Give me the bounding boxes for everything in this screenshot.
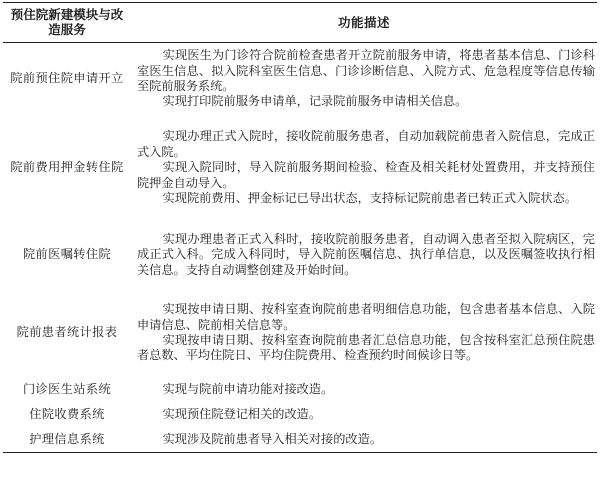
function-description bbox=[131, 43, 597, 116]
description-paragraph: 实现按申请日期、按科室查询院前患者汇总信息功能，包含按科室汇总预住院患者总数、平均住院日、平均住院费用、检查预约时间候诊日等。 bbox=[137, 333, 595, 363]
description-paragraph: 实现办理患者正式入科时，接收院前服务患者，自动调入患者至拟入院病区，完成正式入科。完成入科同时，导入院前医嘱信息、执行单信息，以及医嘱签收执行相关信息。支持自动调整创建及开始时间。 bbox=[137, 231, 595, 277]
description-paragraph: 实现涉及院前患者导入相关对接的改造。 bbox=[162, 431, 382, 446]
description-paragraph: 实现办理正式入院时，接收院前服务患者，自动加载院前患者入院信息，完成正式入院。 bbox=[137, 129, 595, 159]
table-row bbox=[3, 289, 597, 377]
function-description bbox=[131, 115, 597, 221]
table-row bbox=[3, 115, 597, 221]
function-description bbox=[131, 402, 597, 427]
description-paragraph: 实现按申请日期、按科室查询院前患者明细信息功能，包含患者基本信息、入院申请信息、院前相关信息等。 bbox=[137, 302, 595, 332]
table-header-row bbox=[3, 3, 597, 43]
module-name: 院前医嘱转住院 bbox=[22, 247, 112, 262]
module-name: 院前费用押金转住院 bbox=[10, 160, 124, 175]
description-paragraph: 实现院前费用、押金标记已导出状态，支持标记院前患者已转正式入院状态。 bbox=[162, 191, 577, 206]
table-row bbox=[3, 427, 597, 453]
description-paragraph: 实现与院前申请功能对接改造。 bbox=[162, 381, 334, 396]
header-description-column: 功能描述 bbox=[131, 3, 597, 43]
description-paragraph: 实现预住院登记相关的改造。 bbox=[162, 406, 322, 421]
table-row bbox=[3, 221, 597, 289]
table-row bbox=[3, 377, 597, 402]
module-name: 门诊医生站系统 bbox=[22, 381, 112, 396]
header-module-column: 预住院新建模块与改造服务 bbox=[3, 3, 131, 43]
module-name: 住院收费系统 bbox=[29, 406, 105, 421]
table-row bbox=[3, 43, 597, 116]
table-body bbox=[3, 43, 597, 453]
module-function-table bbox=[3, 2, 597, 453]
table-header bbox=[3, 3, 597, 43]
description-paragraph: 实现医生为门诊符合院前检查患者开立院前服务申请，将患者基本信息、门诊科室医生信息、拟入院科室医生信息、门诊诊断信息、入院方式、危急程度等信息传输至院前服务系统。 bbox=[137, 48, 595, 93]
function-description bbox=[131, 427, 597, 453]
table-row bbox=[3, 402, 597, 427]
module-name: 院前预住院申请开立 bbox=[10, 71, 124, 86]
description-paragraph: 实现入院同时，导入院前服务期间检验、检查及相关耗材处置费用，并支持预住院押金自动导入。 bbox=[137, 160, 595, 190]
module-name: 院前患者统计报表 bbox=[16, 325, 118, 340]
function-description bbox=[131, 377, 597, 402]
module-name: 护理信息系统 bbox=[3, 427, 131, 453]
function-description bbox=[131, 221, 597, 289]
description-paragraph: 实现打印院前服务申请单，记录院前服务申请相关信息。 bbox=[162, 94, 468, 109]
function-description bbox=[131, 289, 597, 377]
